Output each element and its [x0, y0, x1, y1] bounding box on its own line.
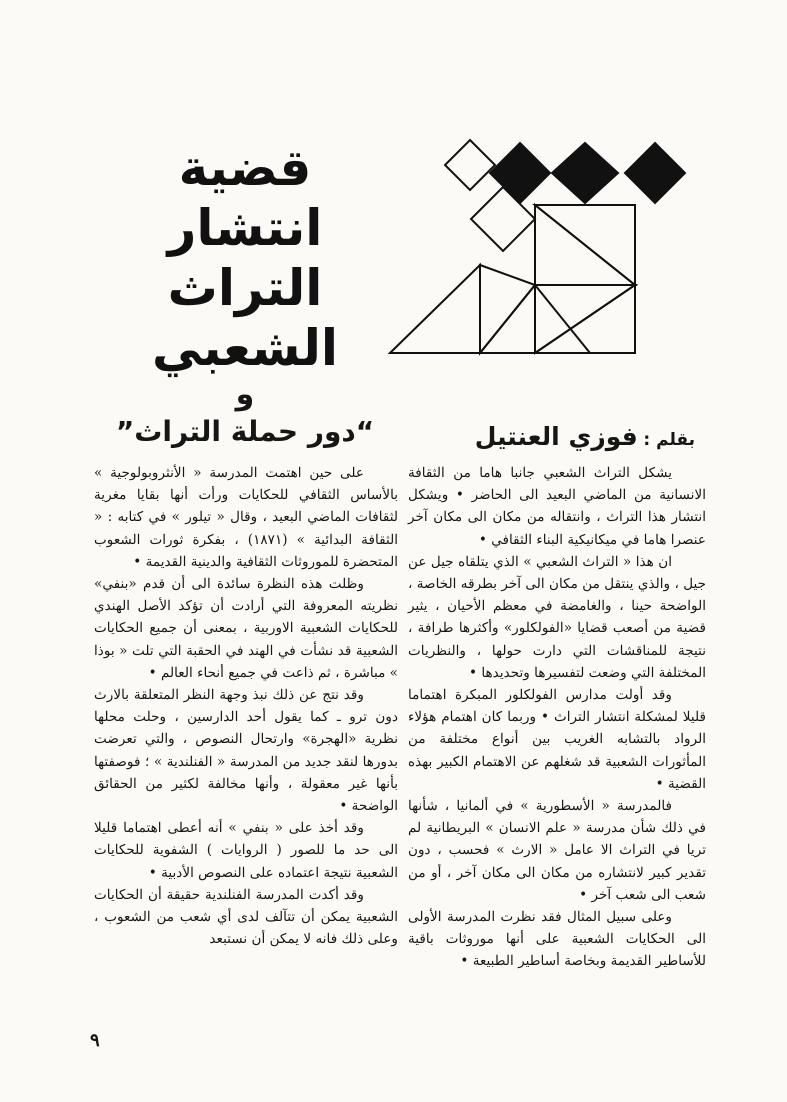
rightmost-triangle — [535, 285, 635, 353]
paragraph: وقد أكدت المدرسة الفنلندية حقيقة أن الحكايات الشعبية يمكن أن تتآلف لدى أي شعب من الشعوب ، وعلى ذلك فانه لا يمكن أن نستبعد — [94, 886, 398, 948]
article-title — [100, 138, 390, 452]
body-column-left — [94, 462, 398, 950]
paragraph: ان هذا « التراث الشعبي » الذي يتلقاه جيل عن جيل ، والذي ينتقل من مكان الى آخر بطرقه الخاصة ، الواضحة حينا ، والغامضة في معظم الأحيان ، يثير قضية من أصعب قضايا «الفولكلور» وأكثرها طرافة ، نتيجة للمناقشات التي دارت حولها ، والنظريات المختلفة التي وضعت لتفسيرها وتحديدها • — [408, 553, 706, 681]
paragraph: وقد أولت مدارس الفولكلور المبكرة اهتماما قليلا لمشكلة انتشار التراث • وربما كان اهتمام هؤلاء الرواد بالتشابه الغريب بين أنواع مختلفة من المأثورات الشعبية قد شغلهم عن الاهتمام الكبير بهذه القضية • — [408, 687, 706, 792]
title-line-4: الشعبي — [151, 319, 338, 377]
paragraph: يشكل التراث الشعبي جانبا هاما من الثقافة الانسانية من الماضي البعيد الى الحاضر • ويشكل انتشار هذا التراث ، وانتقاله من مكان الى مكان آخر عنصرا هاما في ميكانيكية البناء الثقافي • — [408, 465, 706, 548]
outline-diamond-top — [445, 140, 495, 190]
article-subtitle: “دور حملة التراث” — [115, 415, 375, 448]
middle-triangle — [535, 205, 635, 285]
paragraph: وعلى سبيل المثال فقد نظرت المدرسة الأولى الى الحكايات الشعبية على أنها موروثات باقية للأساطير القديمة وبخاصة أساطير الطبيعة • — [408, 909, 706, 970]
byline-label: بقلم : — [643, 430, 695, 450]
author-name: فوزي العنتيل — [474, 422, 638, 451]
tangram-illustration-icon — [385, 135, 695, 360]
paragraph: على حين اهتمت المدرسة « الأنثروبولوجية » بالأساس الثقافي للحكايات ورأت أنها بقايا مغرية لثقافات الماضي البعيد ، وقال « تيلور » في كتابه : « الثقافة البدائية » (١٨٧١) ، بفكرة ثورات الشعوب المتحضرة للموروثات الثقافية والدينية القديمة • — [94, 465, 398, 570]
title-conjunction: و — [235, 377, 255, 412]
paragraph: فالمدرسة « الأسطورية » في ألمانيا ، شأنها في ذلك شأن مدرسة « علم الانسان » البريطانية لم تريا في التراث الا عامل « الارث » فحسب ، دون تقدير كبير لانتشاره من مكان الى مكان آخر ، أو من شعب الى شعب آخر • — [408, 798, 706, 903]
black-diamond-right — [625, 143, 685, 203]
body-column-right — [408, 462, 706, 973]
page-number: ٩ — [90, 1030, 100, 1051]
title-line-3: التراث — [167, 259, 323, 317]
paragraph: وظلت هذه النظرة سائدة الى أن قدم «بنفي» نظريته المعروفة التي أرادت أن تؤكد الأصل الهندي للحكايات الشعبية الاوربية ، بمعنى أن جميع الحكايات الشعبية قد نشأت في الهند في الحقبة التي تلت « بوذا » مباشرة ، ثم ذاعت في جميع أنحاء العالم • — [94, 576, 398, 681]
black-diamond-left — [490, 143, 550, 203]
bottom-triangle — [480, 285, 535, 353]
center-triangle — [480, 265, 535, 353]
title-line-2: انتشار — [167, 199, 323, 257]
paragraph: وقد أخذ على « بنفي » أنه أعطى اهتماما قليلا الى حد ما للصور ( الروايات ) الشفوية للحكايات الشعبية نتيجة اعتماده على النصوص الأدبية • — [94, 820, 398, 881]
title-line-1: قضية — [178, 139, 312, 197]
black-diamond-center — [552, 143, 618, 203]
paragraph: وقد نتج عن ذلك نبذ وجهة النظر المتعلقة بالارث دون ترو ـ كما يقول أحد الدارسين ، وحلت محلها نظرية «الهجرة» وارتحال النصوص ، والتي تعرضت بدورها لنقد جديد من المدرسة « الفنلندية » ؛ فوصفتها بأنها غير معقولة ، وأنها مخالفة لكثير من الحقائق الواضحة • — [94, 687, 398, 815]
byline — [445, 422, 695, 451]
left-large-triangle — [390, 265, 480, 353]
